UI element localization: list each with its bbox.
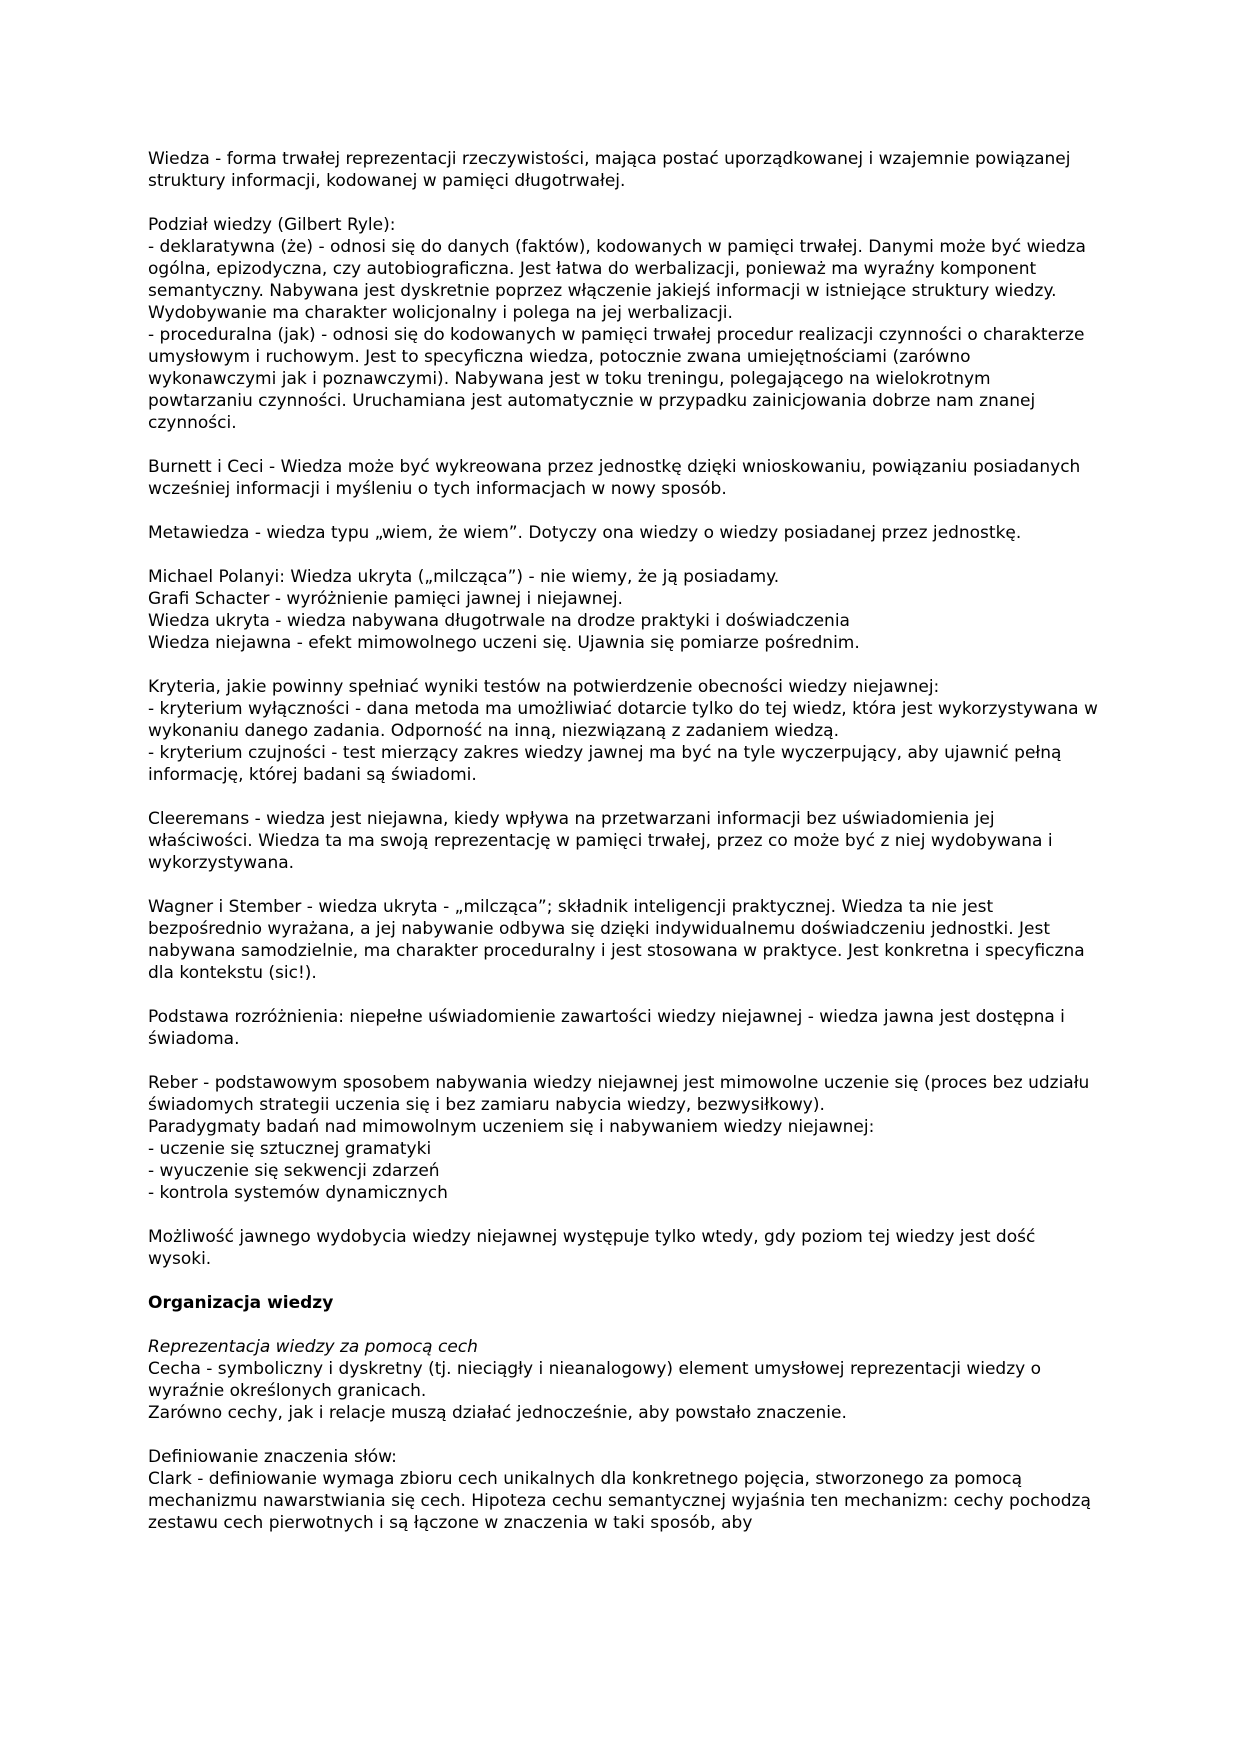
text-line: Wiedza ukryta - wiedza nabywana długotrwale na drodze praktyki i doświadczenia (148, 611, 850, 631)
text-line: Podstawa rozróżnienia: niepełne uświadomienie zawartości wiedzy niejawnej - wiedza jawna jest dostępna i świadoma. (148, 1007, 1065, 1049)
text-line: Wiedza - forma trwałej reprezentacji rzeczywistości, mająca postać uporządkowanej i wzajemnie powiązanej struktury informacji, kodowanej w pamięci długotrwałej. (148, 149, 1071, 191)
text-line: Michael Polanyi: Wiedza ukryta („milcząca”) - nie wiemy, że ją posiadamy. (148, 567, 780, 587)
paragraph-criteria (148, 676, 1098, 786)
text-line: Cleeremans - wiedza jest niejawna, kiedy wpływa na przetwarzani informacji bez uświadomienia jej właściwości. Wiedza ta ma swoją reprezentację w pamięci trwałej, przez co może być z niej wydobywana i wykorzystywana. (148, 809, 1053, 873)
text-line: - kryterium wyłączności - dana metoda ma umożliwiać dotarcie tylko do tej wiedz, która jest wykorzystywana w wykonaniu danego zadania. Odporność na inną, niezwiązaną z zadaniem wiedzą. (148, 699, 1098, 741)
document-page (148, 148, 1098, 1556)
paragraph-features (148, 1336, 1098, 1424)
text-line: Możliwość jawnego wydobycia wiedzy niejawnej występuje tylko wtedy, gdy poziom tej wiedzy jest dość wysoki. (148, 1227, 1036, 1269)
section-heading: Organizacja wiedzy (148, 1293, 334, 1313)
text-line: - kryterium czujności - test mierzący zakres wiedzy jawnej ma być na tyle wyczerpujący, aby ujawnić pełną informację, której badani są świadomi. (148, 743, 1062, 785)
text-line: Reber - podstawowym sposobem nabywania wiedzy niejawnej jest mimowolne uczenie się (proces bez udziału świadomych strategii uczenia się i bez zamiaru nabycia wiedzy, bezwysiłkowy). (148, 1073, 1090, 1115)
paragraph-definition (148, 148, 1098, 192)
text-line: Kryteria, jakie powinny spełniać wyniki testów na potwierdzenie obecności wiedzy niejawnej: (148, 677, 940, 697)
paragraph-knowledge-division (148, 214, 1098, 434)
paragraph-wagner-stember (148, 896, 1098, 984)
text-line: - wyuczenie się sekwencji zdarzeń (148, 1161, 440, 1181)
text-line: Metawiedza - wiedza typu „wiem, że wiem”. Dotyczy ona wiedzy o wiedzy posiadanej przez jednostkę. (148, 523, 1022, 543)
paragraph-explicit-retrieval (148, 1226, 1098, 1270)
paragraph-reber (148, 1072, 1098, 1204)
text-line: - kontrola systemów dynamicznych (148, 1183, 448, 1203)
text-line: - proceduralna (jak) - odnosi się do kodowanych w pamięci trwałej procedur realizacji czynności o charakterze umysłowym i ruchowym. Jest to specyficzna wiedza, potocznie zwana umiejętnościami (zarówno wykonawczymi jak i poznawczymi). Nabywana jest w toku treningu, polegającego na wielokrotnym powtarzaniu czynności. Uruchamiana jest automatycznie w przypadku zainicjowania dobrze nam znanej czynności. (148, 325, 1085, 433)
text-line: Clark - definiowanie wymaga zbioru cech unikalnych dla konkretnego pojęcia, stworzonego za pomocą mechanizmu nawarstwiania się cech. Hipoteza cechu semantycznej wyjaśnia ten mechanizm: cechy pochodzą zestawu cech pierwotnych i są łączone w znaczenia w taki sposób, aby (148, 1469, 1091, 1533)
text-line: Wiedza niejawna - efekt mimowolnego uczeni się. Ujawnia się pomiarze pośrednim. (148, 633, 860, 653)
text-line: Podział wiedzy (Gilbert Ryle): (148, 215, 396, 235)
text-line: - deklaratywna (że) - odnosi się do danych (faktów), kodowanych w pamięci trwałej. Danymi może być wiedza ogólna, epizodyczna, czy autobiograficzna. Jest łatwa do werbalizacji, ponieważ ma wyraźny komponent semantyczny. Nabywana jest dyskretnie poprzez włączenie jakiejś informacji w istniejące struktury wiedzy. Wydobywanie ma charakter wolicjonalny i polega na jej werbalizacji. (148, 237, 1086, 323)
paragraph-word-meaning (148, 1446, 1098, 1534)
paragraph-polanyi (148, 566, 1098, 654)
text-line: Zarówno cechy, jak i relacje muszą działać jednocześnie, aby powstało znaczenie. (148, 1403, 847, 1423)
text-line: Paradygmaty badań nad mimowolnym uczeniem się i nabywaniem wiedzy niejawnej: (148, 1117, 875, 1137)
subsection-title: Definiowanie znaczenia słów: (148, 1447, 397, 1467)
paragraph-distinction-basis (148, 1006, 1098, 1050)
text-line: Burnett i Ceci - Wiedza może być wykreowana przez jednostkę dzięki wnioskowaniu, powiązaniu posiadanych wcześniej informacji i myśleniu o tych informacjach w nowy sposób. (148, 457, 1081, 499)
paragraph-cleeremans (148, 808, 1098, 874)
text-line: Cecha - symboliczny i dyskretny (tj. nieciągły i nieanalogowy) element umysłowej reprezentacji wiedzy o wyraźnie określonych granicach. (148, 1359, 1041, 1401)
paragraph-metaknowledge (148, 522, 1098, 544)
text-line: Grafi Schacter - wyróżnienie pamięci jawnej i niejawnej. (148, 589, 623, 609)
paragraph-burnett-ceci (148, 456, 1098, 500)
text-line: Wagner i Stember - wiedza ukryta - „milcząca”; składnik inteligencji praktycznej. Wiedza ta nie jest bezpośrednio wyrażana, a jej nabywanie odbywa się dzięki indywidualnemu doświadczeniu jednostki. Jest nabywana samodzielnie, ma charakter proceduralny i jest stosowana w praktyce. Jest konkretna i specyficzna dla kontekstu (sic!). (148, 897, 1085, 983)
text-line: - uczenie się sztucznej gramatyki (148, 1139, 432, 1159)
subsection-title: Reprezentacja wiedzy za pomocą cech (148, 1337, 478, 1357)
